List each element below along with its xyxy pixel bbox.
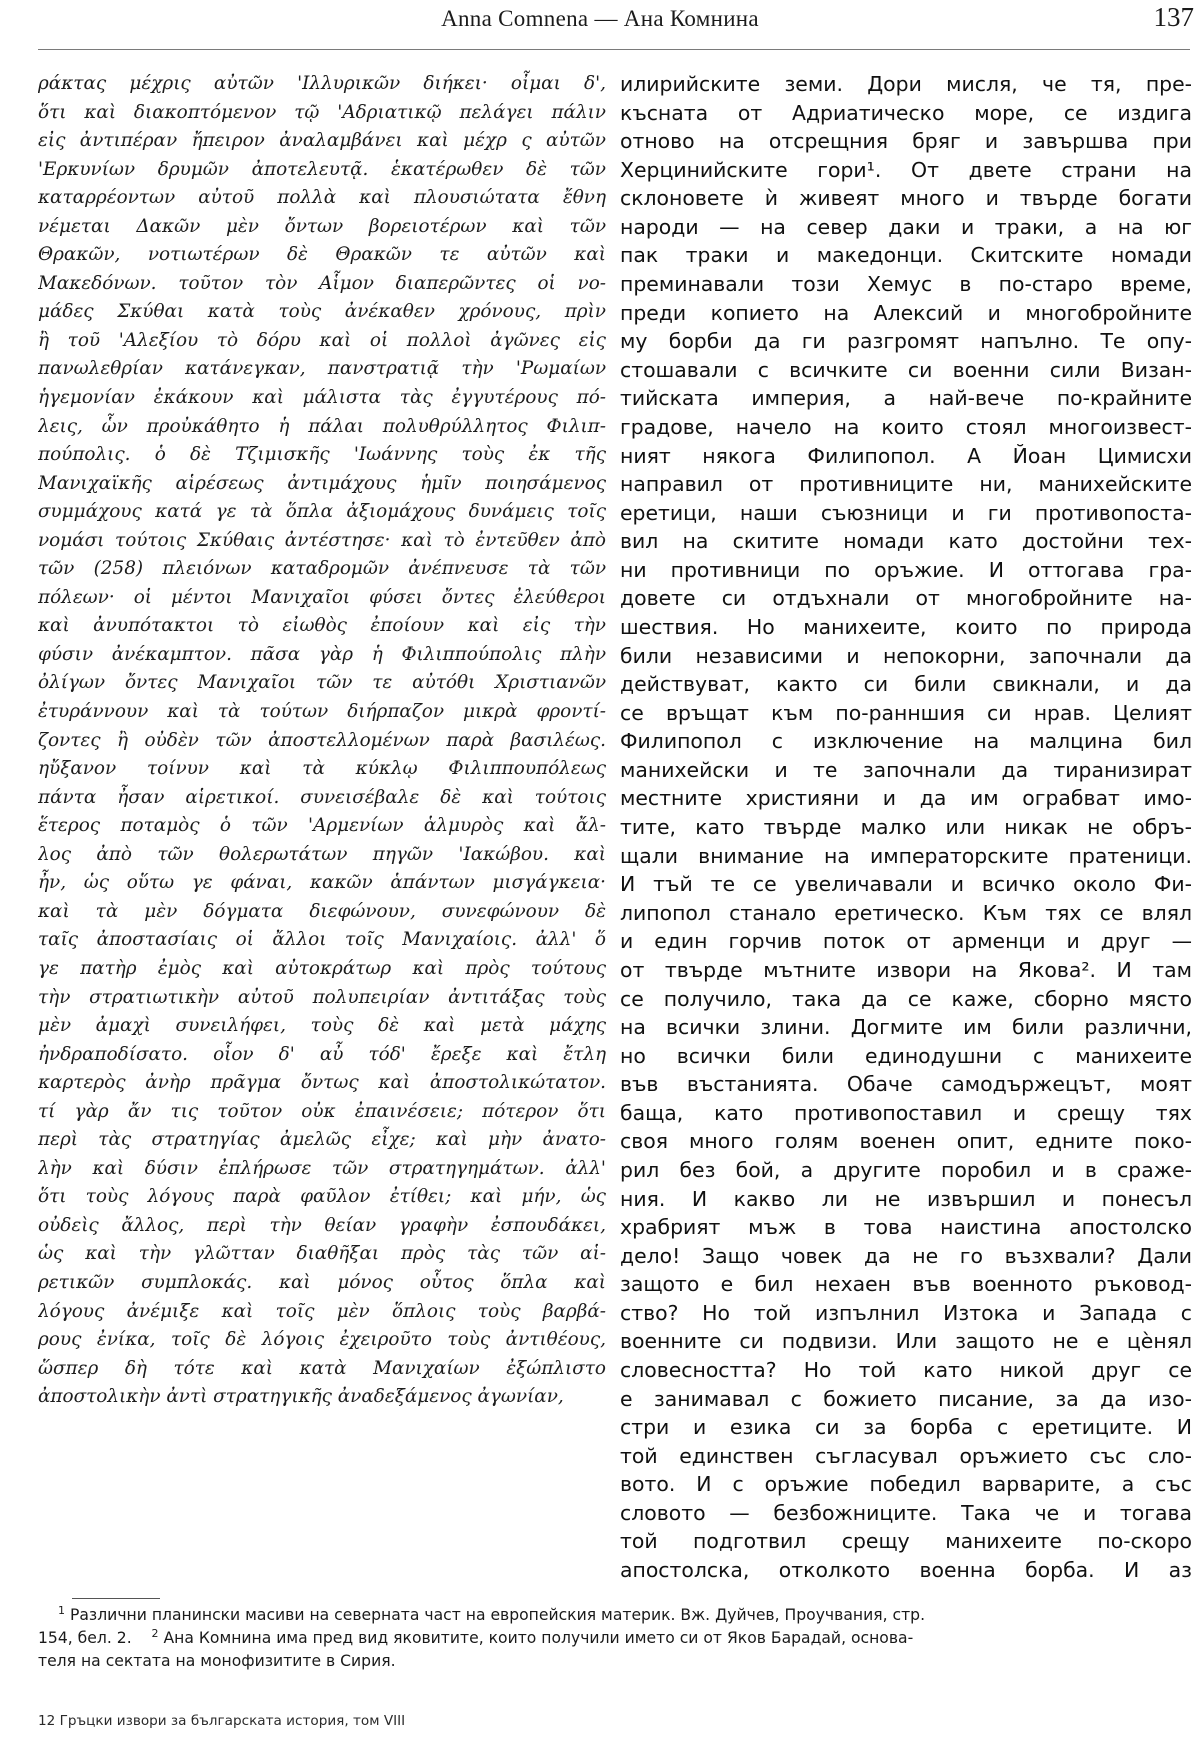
greek-text-line: Μανιχαϊκῆς αἱρέσεως ἀντιμάχους ἡμῖν ποιησάμενος (38, 472, 606, 494)
greek-text-line: Θρακῶν, νοτιωτέρων δὲ Θρακῶν τε αὐτῶν καὶ (38, 244, 606, 266)
greek-text-line: τὴν στρατιωτικὴν αὐτοῦ πολυπειρίαν ἀντιτάξας τοὺς (38, 986, 606, 1008)
greek-text-line: ἐτυράννουν καὶ τὰ τούτων διήρπαζον μικρὰ φροντί- (38, 701, 606, 723)
greek-text-line: καὶ τὰ μὲν δόγματα διεφώνουν, συνεφώνουν δὲ (38, 900, 606, 922)
bulgarian-text-line: направил от противниците ни, манихейските (620, 472, 1192, 497)
bulgarian-text-line: ство? Но той изпълнил Изтока и Запада с (620, 1300, 1192, 1325)
greek-text-line: περὶ τὰς στρατηγίας ἀμελῶς εἶχε; καὶ μὴν ἀνατο- (38, 1129, 606, 1151)
greek-text-line: μὲν ἀμαχὶ συνειλήφει, τοὺς δὲ καὶ μετὰ μάχης (38, 1015, 606, 1037)
bulgarian-text-line: илирийските земи. Дори мисля, че тя, пре- (620, 72, 1192, 96)
bulgarian-text-line: шествия. Но манихеите, които по природа (620, 614, 1192, 639)
bulgarian-text-line: пак траки и македонци. Скитските номади (620, 243, 1192, 268)
greek-text-line: ηὔξανον τοίνυν καὶ τὰ κύκλῳ Φιλιππουπόλεως (38, 758, 606, 780)
greek-text-line: λόγους ἀνέμιξε καὶ τοῖς μὲν ὅπλοις τοὺς βαρβά- (38, 1300, 606, 1322)
bulgarian-text-line: Филипопол с изключение на малцина бил (620, 729, 1192, 754)
bulgarian-text-line: Херцинийските гори¹. От двете страни на (620, 157, 1192, 182)
greek-text-line: νομάσι τούτοις Σκύθαις ἀντέστησε· καὶ τὸ ἐντεῦθεν ἀπὸ (38, 529, 606, 551)
bulgarian-text-line: преминавали този Хемус в по-старо време, (620, 272, 1192, 297)
greek-text-line: φύσιν ἀνέκαμπτον. πᾶσα γὰρ ἡ Φιλιππούπολις πλὴν (38, 643, 606, 665)
greek-text-line: ἠνδραποδίσατο. οἷον δ' αὖ τόδ' ἔρεξε καὶ ἔτλη (38, 1043, 606, 1065)
bulgarian-text-line: храбрият мъж в това наистина апостолско (620, 1215, 1192, 1240)
bulgarian-text-line: местните християни и да им ограбват имо- (620, 786, 1192, 811)
greek-text-line: λεις, ὧν προὐκάθητο ἡ πάλαι πολυθρύλλητος Φιλιπ- (38, 415, 606, 437)
greek-text-line: ζοντες ἢ οὐδὲν τῶν ἀποστελλομένων παρὰ βασιλέως. (38, 729, 606, 751)
bulgarian-text-column (620, 70, 1192, 1585)
greek-text-line: πανωλεθρίαν κατάνεγκαν, πανστρατιᾷ τὴν 'Ρωμαίων (38, 358, 606, 380)
greek-text-line: ὀλίγων ὄντες Μανιχαῖοι τῶν τε αὐτόθι Χριστιανῶν (38, 672, 606, 694)
greek-text-line: πάντα ἦσαν αἱρετικοί. συνεισέβαλε δὲ καὶ τούτοις (38, 786, 606, 808)
bulgarian-text-line: но всички били единодушни с манихеите (620, 1043, 1192, 1068)
bulgarian-text-line: вил на скитите номади като достойни тех- (620, 529, 1192, 554)
bulgarian-text-line: му борби да ги разгромят напълно. Те опу- (620, 329, 1192, 354)
bulgarian-text-line: своя много голям военен опит, едните поко- (620, 1129, 1192, 1154)
bulgarian-text-line: ния. И какво ли не извършил и понесъл (620, 1186, 1192, 1211)
greek-text-line: νέμεται Δακῶν μὲν ὄντων βορειοτέρων καὶ τῶν (38, 215, 606, 237)
greek-text-line: ἦν, ὡς οὕτω γε φάναι, κακῶν ἁπάντων μισγάγκεια· (38, 872, 606, 894)
footnote-1-continuation: 154, бел. 2. (38, 1629, 132, 1647)
bulgarian-text-line: довете си отдъхнали от многобройните на- (620, 586, 1192, 611)
footnote-2-marker: 2 (151, 1626, 159, 1640)
greek-text-line: ρους ἐνίκα, τοῖς δὲ λόγοις ἐχειροῦτο τοὺς ἀντιθέους, (38, 1329, 606, 1351)
bulgarian-text-line: щали внимание на императорските пратеници. (620, 843, 1192, 868)
bulgarian-text-line: баща, като противопоставил и срещу тях (620, 1100, 1192, 1125)
bulgarian-text-line: се връщат към по-ранншия си нрав. Целият (620, 700, 1192, 725)
bulgarian-text-line: действуват, както си били свикнали, и да (620, 672, 1192, 697)
greek-text-line: γε πατὴρ ἐμὸς καὶ αὐτοκράτωρ καὶ πρὸς τούτους (38, 957, 606, 979)
bulgarian-text-line: във въстанията. Обаче самодържецът, моят (620, 1072, 1192, 1097)
bulgarian-text-line: словесността? Но той като никой друг се (620, 1358, 1192, 1383)
bulgarian-text-line: народи — на север даки и траки, а на юг (620, 214, 1192, 239)
bulgarian-text-line: словото — безбожниците. Така че и тогава (620, 1500, 1192, 1525)
bulgarian-text-line: тийската империя, а най-вече по-крайните (620, 386, 1192, 411)
bulgarian-text-line: И тъй те се увеличавали и всичко около Фи- (620, 872, 1192, 897)
page-number: 137 (1153, 2, 1194, 32)
greek-text-line: ἡγεμονίαν ἐκάκουν καὶ μάλιστα τὰς ἐγγυτέρους πό- (38, 387, 606, 409)
greek-text-line: πούπολις. ὁ δὲ Τζιμισκῆς 'Ιωάννης τοὺς ἐκ τῆς (38, 444, 606, 466)
bulgarian-text-line: късната от Адриатическо море, се издига (620, 100, 1192, 125)
bulgarian-text-line: ни противници по оръжие. И оттогава гра- (620, 557, 1192, 582)
header-divider (38, 49, 1190, 50)
bulgarian-text-line: ният някога Филипопол. А Йоан Цимисхи (620, 443, 1192, 468)
greek-text-line: εἰς ἀντιπέραν ἤπειρον ἀναλαμβάνει καὶ μέχρ ς αὐτῶν (38, 130, 606, 152)
footnote-2-text: Ана Комнина има пред вид яковитите, които получили името си от Яков Барадай, основа- (163, 1629, 914, 1647)
greek-text-line: 'Ερκυνίων δρυμῶν ἀποτελευτᾷ. ἑκατέρωθεν δὲ τῶν (38, 158, 606, 180)
printer-signature: 12 Гръцки извори за българската история, том VIII (38, 1713, 406, 1729)
greek-text-line: λὴν καὶ δύσιν ἐπλήρωσε τῶν στρατηγημάτων. ἀλλ' (38, 1157, 606, 1179)
footnote-divider (72, 1598, 160, 1599)
greek-text-line: ράκτας μέχρις αὐτῶν 'Ιλλυρικῶν διήκει· οἶμαι δ', (38, 73, 606, 94)
greek-text-line: πόλεων· οἱ μέντοι Μανιχαῖοι φύσει ὄντες ἐλεύθεροι (38, 586, 606, 608)
greek-text-line: ἕτερος ποταμὸς ὁ τῶν 'Αρμενίων ἁλμυρὸς καὶ ἄλ- (38, 815, 606, 837)
greek-text-line: ἢ τοῦ 'Αλεξίου τὸ δόρυ καὶ οἱ πολλοὶ ἀγῶνες εἰς (38, 329, 606, 351)
greek-text-line: ὅτι καὶ διακοπτόμενον τῷ 'Αδριατικῷ πελάγει πάλιν (38, 101, 606, 123)
bulgarian-text-line: се получило, така да се каже, сборно място (620, 986, 1192, 1011)
bulgarian-text-line: е занимавал с божието писание, за да изо- (620, 1386, 1192, 1411)
footnote-line-2 (38, 1627, 1192, 1650)
bulgarian-text-line: отново на отсрещния бряг и завършва при (620, 129, 1192, 154)
bulgarian-text-line: дело! Защо човек да не го възхвали? Дали (620, 1243, 1192, 1268)
greek-text-line: Μακεδόνων. τοῦτον τὸν Αἷμον διαπερῶντες οἱ νο- (38, 272, 606, 294)
greek-text-line: τί γὰρ ἄν τις τοῦτον οὐκ ἐπαινέσειε; πότερον ὅτι (38, 1100, 606, 1122)
greek-text-line: τῶν (258) πλειόνων καταδρομῶν ἀνέπνευσε τὰ τῶν (38, 558, 606, 580)
bulgarian-text-line: от твърде мътните извори на Якова². И там (620, 957, 1192, 982)
bulgarian-text-line: били независими и непокорни, започнали да (620, 643, 1192, 668)
greek-text-line: ρετικῶν συμπλοκάς. καὶ μόνος οὗτος ὅπλα καὶ (38, 1271, 606, 1293)
greek-text-line: ὡς καὶ τὴν γλῶτταν διαθῆξαι πρὸς τὰς τῶν αἱ- (38, 1243, 606, 1265)
footnote-1-text: Различни планински масиви на северната част на европейския материк. Вж. Дуйчев, Проучвания, стр. (69, 1606, 926, 1624)
bulgarian-text-line: стри и езика си за борба с еретиците. И (620, 1415, 1192, 1440)
greek-text-line: ὥσπερ δὴ τότε καὶ κατὰ Μανιχαίων ἐξώπλιστο (38, 1357, 606, 1379)
greek-text-column (38, 70, 606, 1412)
bulgarian-text-line: тите, като твърде малко или никак не обръ- (620, 815, 1192, 840)
bulgarian-text-line: манихейски и те започнали да тиранизират (620, 757, 1192, 782)
bulgarian-text-line: градове, начело на които стоял многоизвест- (620, 414, 1192, 439)
running-head: Anna Comnena — Ана Комнина (441, 6, 759, 31)
greek-text-line: καὶ ἀνυπότακτοι τὸ εἰωθὸς ἐποίουν καὶ εἰς τὴν (38, 615, 606, 637)
greek-text-line: καταρρέοντων αὐτοῦ πολλὰ καὶ πλουσιώτατα ἔθνη (38, 187, 606, 209)
bulgarian-text-line: апостолска, отколкото военна борба. И аз (620, 1558, 1192, 1583)
bulgarian-text-line: стошавали с всичките си военни сили Визан- (620, 357, 1192, 382)
bulgarian-text-line: и един горчив поток от арменци и друг — (620, 929, 1192, 954)
bulgarian-text-line: преди копието на Алексий и многобройните (620, 300, 1192, 325)
greek-text-line: λος ἀπὸ τῶν θολερωτάτων πηγῶν 'Ιακώβου. καὶ (38, 843, 606, 865)
footnotes (38, 1604, 1192, 1673)
greek-text-line: ὅτι τοὺς λόγους παρὰ φαῦλον ἐτίθει; καὶ μήν, ὡς (38, 1186, 606, 1208)
bulgarian-text-line: на всички злини. Догмите им били различни, (620, 1015, 1192, 1040)
bulgarian-text-line: еретици, наши съюзници и ги противопоста- (620, 500, 1192, 525)
greek-text-line: συμμάχους κατά γε τὰ ὅπλα ἀξιομάχους δυνάμεις τοῖς (38, 501, 606, 523)
bulgarian-text-line: липопол станало еретическо. Към тях се влял (620, 900, 1192, 925)
bulgarian-text-line: склоновете ѝ живеят много и твърде богати (620, 186, 1192, 211)
bulgarian-text-line: той единствен съгласувал оръжието със сло- (620, 1443, 1192, 1468)
bulgarian-text-line: вото. И с оръжие победил варварите, а със (620, 1472, 1192, 1497)
greek-text-line: οὐδεὶς ἄλλος, περὶ τὴν θείαν γραφὴν ἐσπουδάκει, (38, 1214, 606, 1236)
footnote-1-marker: 1 (58, 1603, 65, 1617)
footnote-1 (38, 1604, 1192, 1627)
bulgarian-text-line: той подготвил срещу манихеите по-скоро (620, 1529, 1192, 1554)
bulgarian-text-line: военните си подвизи. Или защото не е цѐнял (620, 1329, 1192, 1354)
greek-text-line: καρτερὸς ἀνὴρ πρᾶγμα ὄντως καὶ ἀποστολικώτατον. (38, 1072, 606, 1094)
bulgarian-text-line: рил без бой, а другите поробил и в сраже- (620, 1157, 1192, 1182)
greek-text-line: ἀποστολικὴν ἀντὶ στρατηγικῆς ἀναδεξάμενος ἀγωνίαν, (38, 1386, 564, 1408)
greek-text-line: μάδες Σκύθαι κατὰ τοὺς ἀνέκαθεν χρόνους, πρὶν (38, 301, 606, 323)
bulgarian-text-line: защото е бил нехаен във военното ръковод- (620, 1272, 1192, 1297)
footnote-2-continuation: теля на сектата на монофизитите в Сирия. (38, 1652, 396, 1670)
greek-text-line: ταῖς ἀποστασίαις οἱ ἄλλοι τοῖς Μανιχαίοις. ἀλλ' ὅ (38, 929, 606, 951)
